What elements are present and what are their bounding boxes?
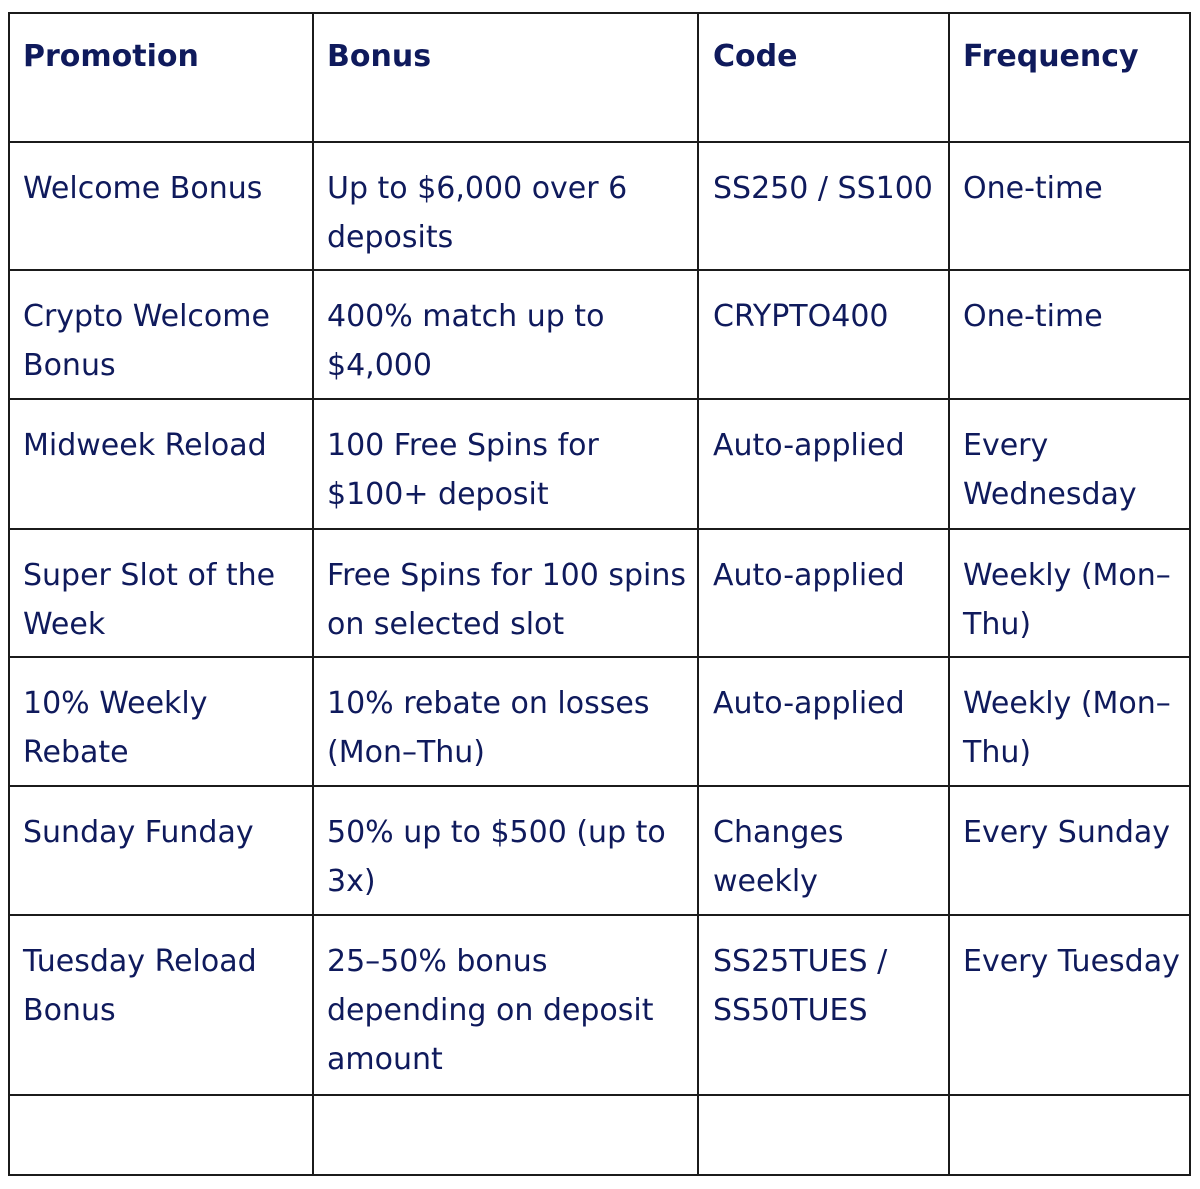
table-row-empty bbox=[9, 1095, 1190, 1175]
cell-frequency: One-time bbox=[949, 270, 1190, 399]
cell-bonus: 100 Free Spins for $100+ deposit bbox=[313, 399, 698, 529]
cell-bonus: 10% rebate on losses (Mon–Thu) bbox=[313, 657, 698, 786]
promotions-table bbox=[8, 12, 1191, 1176]
cell-promotion: Midweek Reload bbox=[9, 399, 313, 529]
cell-promotion bbox=[9, 1095, 313, 1175]
cell-code bbox=[698, 1095, 949, 1175]
cell-promotion: Sunday Funday bbox=[9, 786, 313, 915]
cell-bonus: Free Spins for 100 spins on selected slot bbox=[313, 529, 698, 657]
cell-frequency: One-time bbox=[949, 142, 1190, 270]
header-code: Code bbox=[698, 13, 949, 142]
cell-promotion: 10% Weekly Rebate bbox=[9, 657, 313, 786]
cell-bonus: 50% up to $500 (up to 3x) bbox=[313, 786, 698, 915]
cell-bonus: 25–50% bonus depending on deposit amount bbox=[313, 915, 698, 1095]
table-row bbox=[9, 786, 1190, 915]
cell-frequency: Every Tuesday bbox=[949, 915, 1190, 1095]
cell-promotion: Welcome Bonus bbox=[9, 142, 313, 270]
table-row bbox=[9, 657, 1190, 786]
cell-code: Auto-applied bbox=[698, 529, 949, 657]
cell-promotion: Super Slot of the Week bbox=[9, 529, 313, 657]
cell-code: Auto-applied bbox=[698, 657, 949, 786]
table-row bbox=[9, 270, 1190, 399]
cell-frequency: Weekly (Mon–Thu) bbox=[949, 657, 1190, 786]
cell-promotion: Crypto Welcome Bonus bbox=[9, 270, 313, 399]
cell-code: CRYPTO400 bbox=[698, 270, 949, 399]
cell-frequency: Weekly (Mon–Thu) bbox=[949, 529, 1190, 657]
cell-promotion: Tuesday Reload Bonus bbox=[9, 915, 313, 1095]
cell-code: Auto-applied bbox=[698, 399, 949, 529]
cell-frequency: Every Wednesday bbox=[949, 399, 1190, 529]
cell-bonus bbox=[313, 1095, 698, 1175]
cell-code: SS250 / SS100 bbox=[698, 142, 949, 270]
cell-code: SS25TUES / SS50TUES bbox=[698, 915, 949, 1095]
cell-code: Changes weekly bbox=[698, 786, 949, 915]
header-promotion: Promotion bbox=[9, 13, 313, 142]
table-row bbox=[9, 142, 1190, 270]
table-row bbox=[9, 529, 1190, 657]
table-header-row bbox=[9, 13, 1190, 142]
header-bonus: Bonus bbox=[313, 13, 698, 142]
cell-bonus: 400% match up to $4,000 bbox=[313, 270, 698, 399]
header-frequency: Frequency bbox=[949, 13, 1190, 142]
cell-frequency: Every Sunday bbox=[949, 786, 1190, 915]
table-row bbox=[9, 399, 1190, 529]
cell-frequency bbox=[949, 1095, 1190, 1175]
cell-bonus: Up to $6,000 over 6 deposits bbox=[313, 142, 698, 270]
table-row bbox=[9, 915, 1190, 1095]
